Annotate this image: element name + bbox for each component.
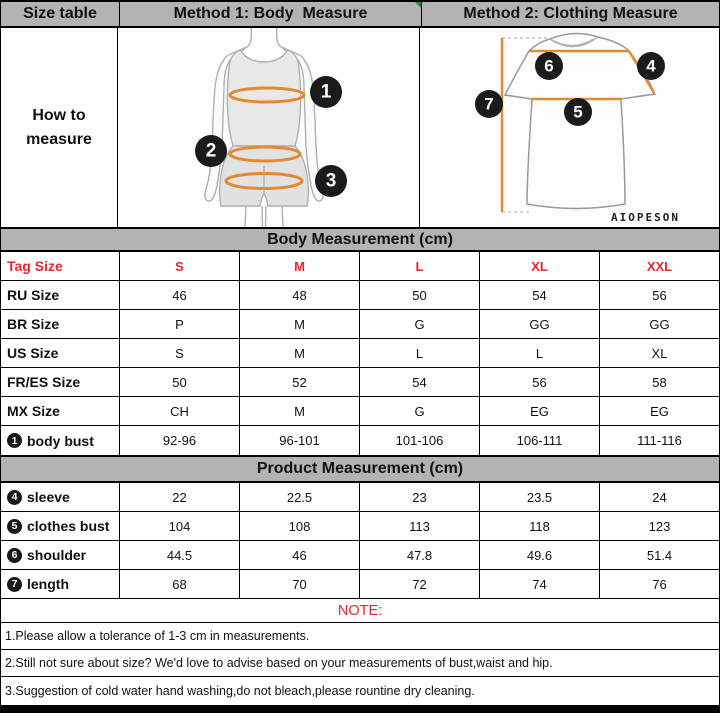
value-cell: 101-106 <box>360 426 480 455</box>
circled-number-badge: 5 <box>7 519 22 534</box>
value-cell: CH <box>120 397 240 425</box>
value-cell: M <box>240 397 360 425</box>
clothing-measure-illustration <box>420 28 719 227</box>
circled-number-badge: 7 <box>7 577 22 592</box>
value-cell: G <box>360 310 480 338</box>
table-row-clothes-bust <box>1 512 719 541</box>
method2-header: Method 2: Clothing Measure <box>463 5 678 22</box>
svg-text:6: 6 <box>544 56 554 76</box>
value-cell: 118 <box>480 512 600 540</box>
size-col-header: L <box>360 252 480 280</box>
size-col-header: XXL <box>646 258 673 274</box>
value-cell: 50 <box>120 368 240 396</box>
value-cell: 96-101 <box>240 426 360 455</box>
table-row-us-size <box>1 339 719 368</box>
value-cell: 92-96 <box>120 426 240 455</box>
value-cell: G <box>360 397 480 425</box>
body-figure-diagram <box>118 28 420 227</box>
value-cell: 68 <box>120 570 240 598</box>
size-table-header: Size table <box>1 2 120 26</box>
value-cell: EG <box>480 397 600 425</box>
value-cell: 23.5 <box>480 483 600 511</box>
badge-3 <box>315 165 347 197</box>
value-cell: 44.5 <box>120 541 240 569</box>
value-cell: 48 <box>240 281 360 309</box>
svg-text:2: 2 <box>205 140 217 162</box>
row-label: 4 sleeve <box>1 483 120 511</box>
value-cell: 49.6 <box>480 541 600 569</box>
value-cell: 113 <box>360 512 480 540</box>
size-col-header: M <box>240 252 360 280</box>
value-cell: 111-116 <box>637 433 682 448</box>
top-header-row <box>1 0 719 28</box>
table-row-shoulder <box>1 541 719 570</box>
value-cell: EG <box>650 403 669 419</box>
body-measurement-band <box>1 227 719 252</box>
value-cell: 58 <box>652 374 667 390</box>
svg-text:7: 7 <box>484 94 494 114</box>
value-cell: 22.5 <box>240 483 360 511</box>
table-row-ru-size <box>1 281 719 310</box>
body-measure-illustration <box>118 28 420 227</box>
row-label: BR Size <box>1 310 120 338</box>
badge-6 <box>535 52 563 80</box>
svg-text:3: 3 <box>325 170 337 192</box>
badge-4 <box>637 52 665 80</box>
table-row-length <box>1 570 719 599</box>
circled-number-badge: 6 <box>7 548 22 563</box>
note-item-3: 3.Suggestion of cold water hand washing,do not bleach,please rountine dry cleaning. <box>5 684 475 698</box>
badge-5 <box>564 98 592 126</box>
value-cell: 54 <box>480 281 600 309</box>
value-cell: 52 <box>240 368 360 396</box>
size-col-header: XL <box>480 252 600 280</box>
table-row-sleeve <box>1 483 719 512</box>
value-cell: 22 <box>120 483 240 511</box>
badge-2 <box>195 135 227 167</box>
value-cell: 50 <box>360 281 480 309</box>
neck-outline <box>277 28 281 47</box>
value-cell: 70 <box>240 570 360 598</box>
how-to-measure-row <box>1 28 719 227</box>
how-to-measure-label: How to measure <box>1 28 118 227</box>
value-cell: P <box>120 310 240 338</box>
circled-number-badge: 1 <box>7 433 22 448</box>
value-cell: GG <box>649 316 670 332</box>
note-title: NOTE: <box>1 599 719 623</box>
row-label: 6 shoulder <box>1 541 120 569</box>
value-cell: L <box>360 339 480 367</box>
table-row-mx-size <box>1 397 719 426</box>
value-cell: 56 <box>480 368 600 396</box>
value-cell: 123 <box>648 518 671 534</box>
value-cell: L <box>480 339 600 367</box>
body-measurement-title: Body Measurement (cm) <box>267 230 453 248</box>
bottom-border-bar <box>1 705 719 713</box>
table-row-body-bust <box>1 426 719 455</box>
table-row-br-size <box>1 310 719 339</box>
row-label: 7 length <box>1 570 120 598</box>
value-cell: 104 <box>120 512 240 540</box>
value-cell: 108 <box>240 512 360 540</box>
value-cell: 51.4 <box>646 547 673 563</box>
svg-text:1: 1 <box>320 81 332 103</box>
value-cell: 54 <box>360 368 480 396</box>
badge-7 <box>475 90 503 118</box>
value-cell: 74 <box>480 570 600 598</box>
value-cell: 106-111 <box>480 426 600 455</box>
row-label: 1 body bust <box>1 426 120 455</box>
method1-header: Method 1: Body Measure <box>120 2 422 26</box>
row-label: RU Size <box>1 281 120 309</box>
value-cell: S <box>120 339 240 367</box>
size-col-header: S <box>120 252 240 280</box>
value-cell: 72 <box>360 570 480 598</box>
value-cell: 47.8 <box>360 541 480 569</box>
value-cell: M <box>240 310 360 338</box>
tshirt-diagram <box>420 28 719 227</box>
value-cell: 46 <box>120 281 240 309</box>
row-label: 5 clothes bust <box>1 512 120 540</box>
product-measurement-band <box>1 455 719 483</box>
svg-text:4: 4 <box>646 56 656 76</box>
cell-comment-marker <box>415 2 421 8</box>
tag-size-header-row <box>1 252 719 281</box>
value-cell: 24 <box>652 489 667 505</box>
row-label: FR/ES Size <box>1 368 120 396</box>
tag-size-label: Tag Size <box>1 252 120 280</box>
brand-text: AIOPESON <box>611 211 680 224</box>
product-measurement-title: Product Measurement (cm) <box>256 460 464 477</box>
value-cell: GG <box>480 310 600 338</box>
svg-text:5: 5 <box>573 102 583 122</box>
note-item-1: 1.Please allow a tolerance of 1-3 cm in measurements. <box>1 623 719 650</box>
note-item-2: 2.Still not sure about size? We'd love to advise based on your measurements of bust,waist and hip. <box>1 650 719 677</box>
neck-outline <box>247 28 251 47</box>
table-row-fres-size <box>1 368 719 397</box>
value-cell: M <box>240 339 360 367</box>
row-label: US Size <box>1 339 120 367</box>
value-cell: 76 <box>652 576 667 592</box>
value-cell: 23 <box>360 483 480 511</box>
value-cell: 46 <box>240 541 360 569</box>
value-cell: 56 <box>652 287 667 303</box>
legs-outline <box>245 206 283 227</box>
row-label: MX Size <box>1 397 120 425</box>
value-cell: XL <box>651 345 668 361</box>
badge-1 <box>310 76 342 108</box>
circled-number-badge: 4 <box>7 490 22 505</box>
